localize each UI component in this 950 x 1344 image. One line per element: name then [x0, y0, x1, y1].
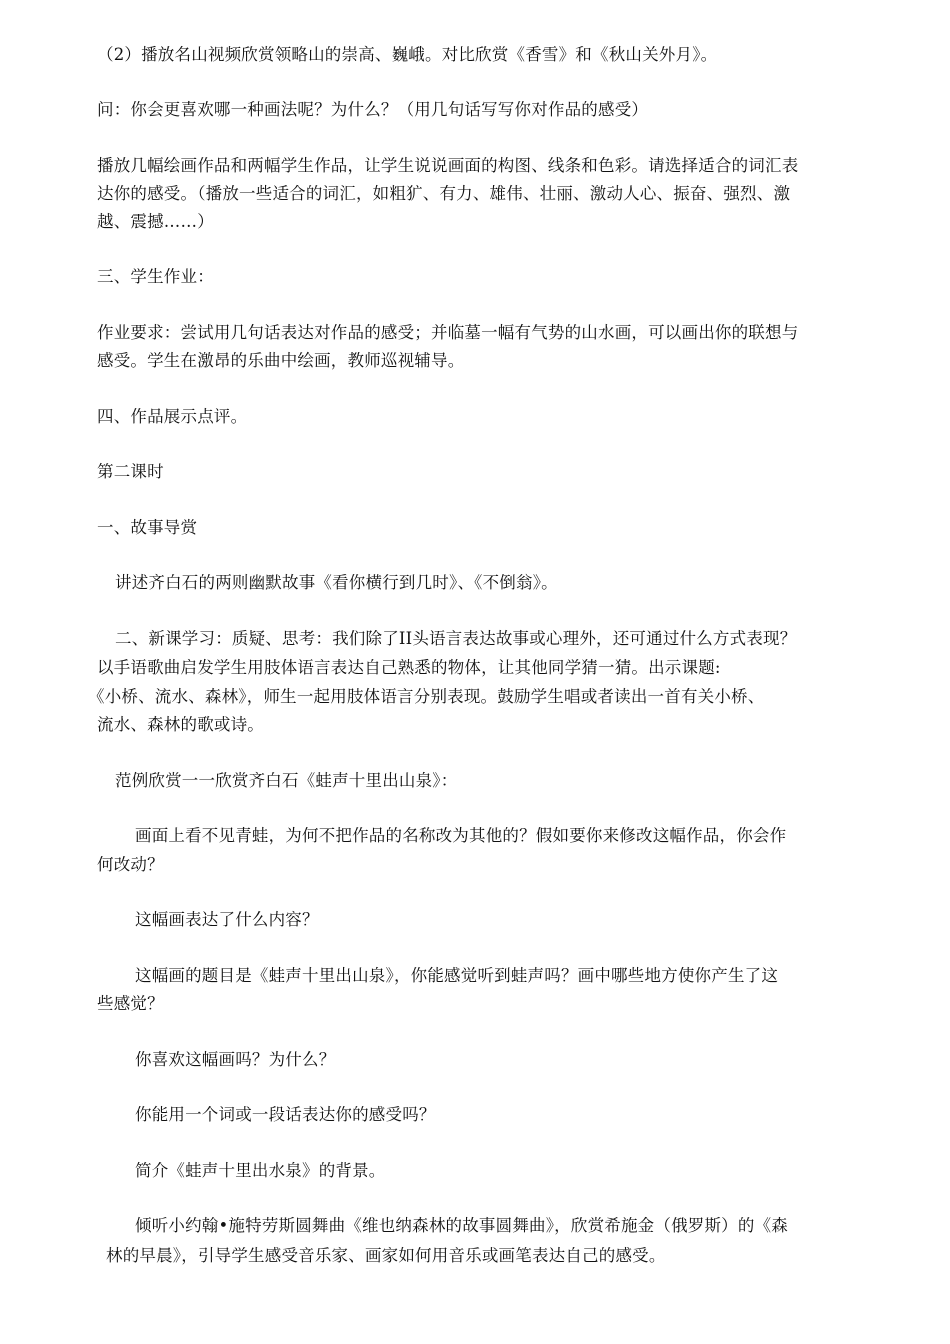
text-line: 简介《蛙声十里出水泉》的背景。 — [135, 1161, 386, 1180]
text-line: 你喜欢这幅画吗？为什么？ — [135, 1050, 336, 1069]
text-line: 画面上看不见青蛙，为何不把作品的名称改为其他的？假如要你来修改这幅作品，你会作 — [135, 826, 787, 845]
text-line: 些感觉？ — [97, 994, 164, 1013]
text-line: 倾听小约翰•施特劳斯圆舞曲《维也纳森林的故事圆舞曲》，欣赏希施金（俄罗斯）的《森 — [135, 1216, 788, 1235]
text-line: （2）播放名山视频欣赏领略山的崇高、巍峨。对比欣赏《香雪》和《秋山关外月》。 — [97, 45, 718, 64]
text-line: 讲述齐白石的两则幽默故事《看你横行到几时》、《不倒翁》。 — [115, 573, 558, 592]
section-heading: 第二课时 — [97, 462, 164, 481]
text-line: 你能用一个词或一段话表达你的感受吗？ — [135, 1105, 436, 1124]
text-line: 感受。学生在激昂的乐曲中绘画，教师巡视辅导。 — [97, 351, 465, 370]
text-line: 范例欣赏一一欣赏齐白石《蛙声十里出山泉》： — [115, 771, 458, 790]
text-line: 这幅画的题目是《蛙声十里出山泉》，你能感觉听到蛙声吗？画中哪些地方使你产生了这 — [135, 966, 779, 985]
text-line: 这幅画表达了什么内容？ — [135, 910, 319, 929]
text-line: 以手语歌曲启发学生用肢体语言表达自己熟悉的物体，让其他同学猜一猜。出示课题: — [97, 658, 721, 677]
section-heading: 一、故事导赏 — [97, 518, 198, 537]
text-line: 《小桥、流水、森林》，师生一起用肢体语言分别表现。鼓励学生唱或者读出一首有关小桥、 — [88, 687, 765, 706]
text-line: 林的早晨》，引导学生感受音乐家、画家如何用音乐或画笔表达自己的感受。 — [106, 1246, 666, 1265]
text-line: 播放几幅绘画作品和两幅学生作品，让学生说说画面的构图、线条和色彩。请选择适合的词汇表 — [97, 156, 799, 175]
section-heading: 三、学生作业： — [97, 267, 214, 286]
text-line: 作业要求：尝试用几句话表达对作品的感受；并临墓一幅有气势的山水画，可以画出你的联想与 — [97, 323, 799, 342]
text-line: 二、新课学习：质疑、思考：我们除了II头语言表达故事或心理外，还可通过什么方式表现？ — [115, 629, 797, 648]
section-heading: 四、作品展示点评。 — [97, 407, 248, 426]
text-line: 何改动？ — [97, 855, 164, 874]
text-line: 问：你会更喜欢哪一种画法呢？为什么？（用几句话写写你对作品的感受） — [97, 100, 649, 119]
text-line: 越、震撼……） — [97, 212, 214, 231]
text-line: 流水、森林的歌或诗。 — [97, 715, 264, 734]
text-line: 达你的感受。（播放一些适合的词汇，如粗犷、有力、雄伟、壮丽、激动人心、振奋、强烈、激 — [97, 184, 791, 203]
